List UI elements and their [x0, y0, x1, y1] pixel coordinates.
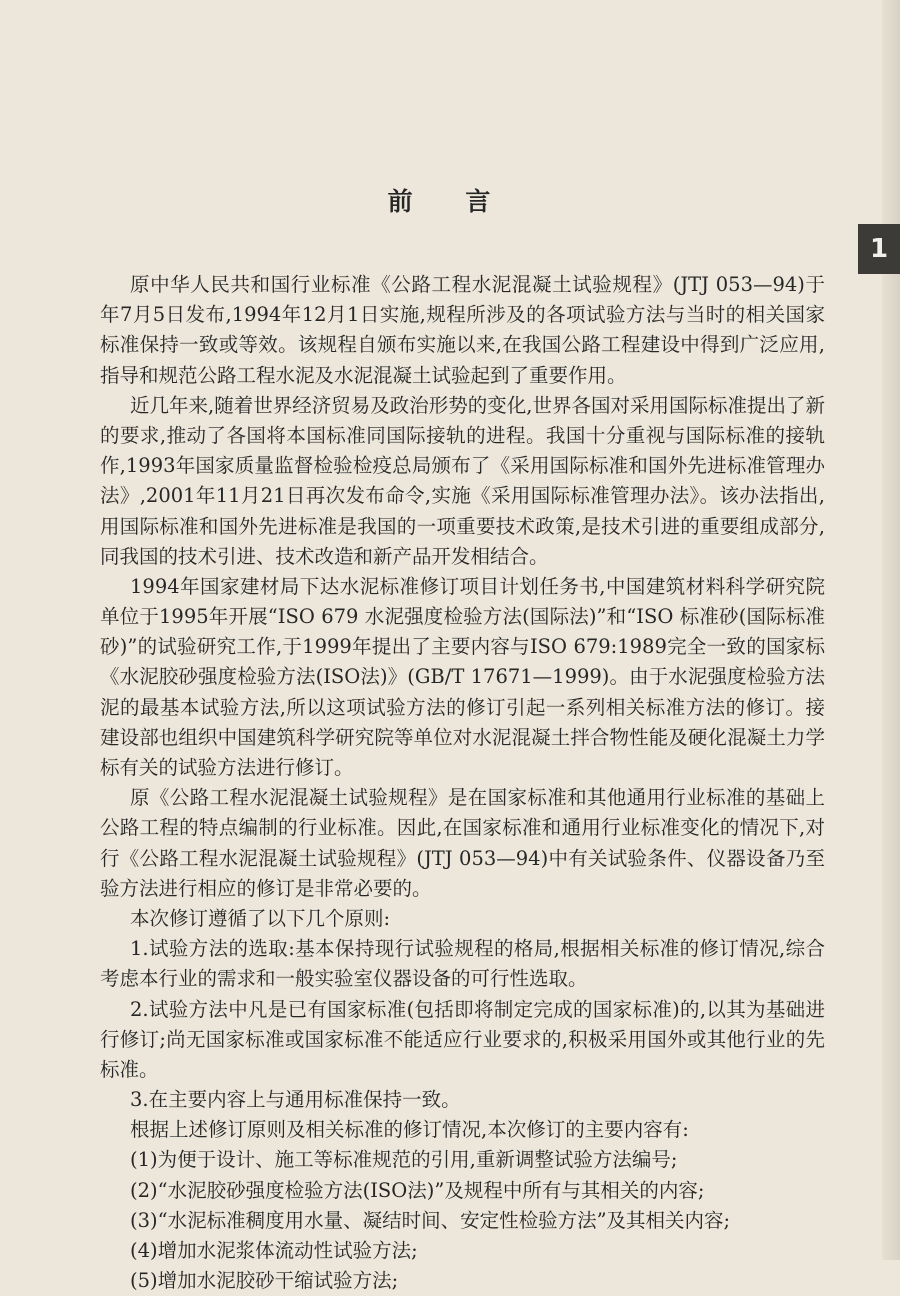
text-line: 验方法进行相应的修订是非常必要的。: [100, 876, 432, 900]
text-line: 标有关的试验方法进行修订。: [100, 756, 354, 779]
text-line: 标准保持一致或等效。该规程自颁布实施以来,在我国公路工程建设中得到广泛应用,: [100, 333, 825, 357]
text-line: 2.试验方法中凡是已有国家标准(包括即将制定完成的国家标准)的,以其为基础进: [130, 997, 825, 1021]
text-line: 原中华人民共和国行业标准《公路工程水泥混凝土试验规程》(JTJ 053—94)于: [130, 273, 825, 296]
text-line: (1)为便于设计、施工等标准规范的引用,重新调整试验方法编号;: [130, 1148, 678, 1172]
text-line: 指导和规范公路工程水泥及水泥混凝土试验起到了重要作用。: [100, 363, 627, 387]
text-line: 近几年来,随着世界经济贸易及政治形势的变化,世界各国对采用国际标准提出了新: [130, 393, 825, 417]
text-line: 《水泥胶砂强度检验方法(ISO法)》(GB/T 17671—1999)。由于水泥强度检验方法: [100, 665, 825, 689]
text-line: 考虑本行业的需求和一般实验室仪器设备的可行性选取。: [100, 967, 588, 991]
text-line: 1.试验方法的选取:基本保持现行试验规程的格局,根据相关标准的修订情况,综合: [130, 937, 825, 961]
text-line: 年7月5日发布,1994年12月1日实施,规程所涉及的各项试验方法与当时的相关国家: [100, 303, 825, 327]
text-line: (5)增加水泥胶砂干缩试验方法;: [130, 1269, 399, 1293]
text-line: 公路工程的特点编制的行业标准。因此,在国家标准和通用行业标准变化的情况下,对: [100, 816, 825, 840]
text-line: 3.在主要内容上与通用标准保持一致。: [130, 1088, 461, 1112]
text-line: 1994年国家建材局下达水泥标准修订项目计划任务书,中国建筑材料科学研究院: [130, 574, 825, 598]
section-tab: 1: [858, 224, 900, 274]
text-line: (2)“水泥胶砂强度检验方法(ISO法)”及规程中所有与其相关的内容;: [130, 1178, 705, 1202]
text-line: 标准。: [100, 1057, 159, 1081]
text-line: 本次修订遵循了以下几个原则:: [130, 906, 391, 930]
text-line: 根据上述修订原则及相关标准的修订情况,本次修订的主要内容有:: [130, 1118, 689, 1142]
text-line: 单位于1995年开展“ISO 679 水泥强度检验方法(国际法)”和“ISO 标准砂(国际标准: [100, 605, 825, 629]
text-line: 原《公路工程水泥混凝土试验规程》是在国家标准和其他通用行业标准的基础上: [130, 786, 825, 810]
text-line: 用国际标准和国外先进标准是我国的一项重要技术政策,是技术引进的重要组成部分,: [100, 514, 825, 538]
text-line: 行《公路工程水泥混凝土试验规程》(JTJ 053—94)中有关试验条件、仪器设备乃至: [100, 846, 825, 870]
text-line: (4)增加水泥浆体流动性试验方法;: [130, 1239, 418, 1262]
text-line: 的要求,推动了各国将本国标准同国际接轨的进程。我国十分重视与国际标准的接轨: [100, 423, 825, 447]
text-line: 行修订;尚无国家标准或国家标准不能适应行业要求的,积极采用国外或其他行业的先: [100, 1027, 825, 1051]
text-line: 泥的最基本试验方法,所以这项试验方法的修订引起一系列相关标准方法的修订。接: [100, 695, 825, 719]
text-line: 建设部也组织中国建筑科学研究院等单位对水泥混凝土拌合物性能及硬化混凝土力学: [100, 725, 825, 749]
page-title: 前 言: [387, 187, 513, 216]
text-line: 同我国的技术引进、技术改造和新产品开发相结合。: [100, 544, 549, 568]
text-line: 作,1993年国家质量监督检验检疫总局颁布了《采用国际标准和国外先进标准管理办: [100, 454, 825, 478]
text-line: 砂)”的试验研究工作,于1999年提出了主要内容与ISO 679:1989完全一致的国家标: [100, 635, 825, 659]
text-line: (3)“水泥标准稠度用水量、凝结时间、安定性检验方法”及其相关内容;: [130, 1208, 731, 1232]
preface-body: [100, 270, 825, 1296]
text-line: 法》,2001年11月21日再次发布命令,实施《采用国际标准管理办法》。该办法指出,: [100, 484, 825, 508]
